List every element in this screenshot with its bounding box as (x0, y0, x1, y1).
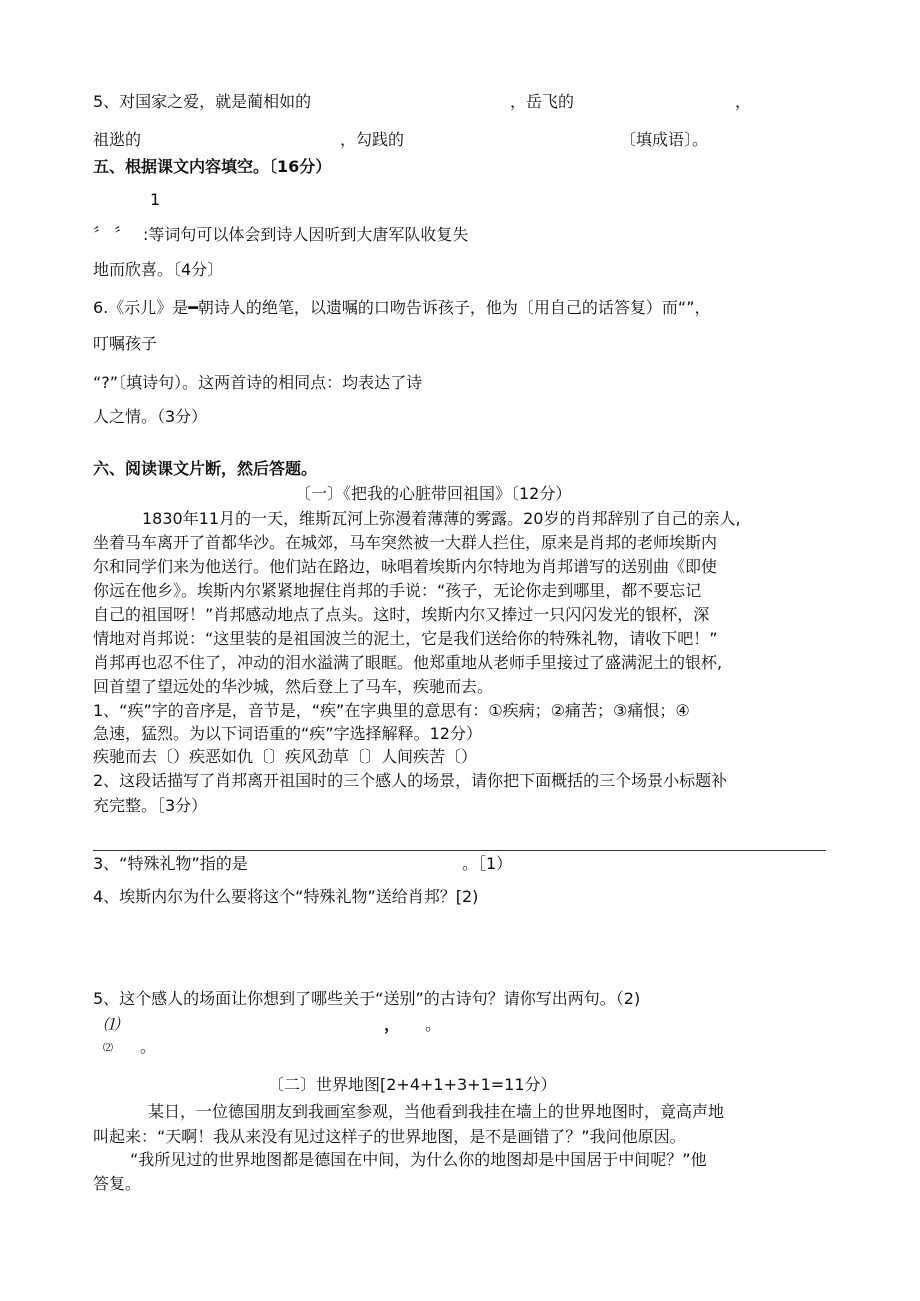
question2-line2: 充完整。［3分） (93, 796, 208, 815)
question5-blank2-label: ⑵ (103, 1043, 113, 1054)
question2-line1: 2、这段话描写了肖邦离开祖国时的三个感人的场景，请你把下面概括的三个场景小标题补 (93, 771, 728, 790)
passage1-title: 〔一〕《把我的心脏带回祖国》〔12分） (295, 484, 572, 503)
section5-line3: 6.《示儿》是━朝诗人的绝笔，以遗嘱的口吻告诉孩子，他为〔用自己的话答复）而“”， (93, 298, 711, 317)
question5-blank1-comma: ， (384, 1015, 401, 1034)
passage1-line: 你远在他乡》。埃斯内尔紧紧地握住肖邦的手说：“孩子，无论你走到哪里，都不要忘记 (93, 581, 702, 600)
passage1-line: 肖邦再也忍不住了，冲动的泪水溢满了眼眶。他郑重地从老师手里接过了盛满泥土的银杯, (93, 653, 723, 672)
q5-text-c: ， (735, 92, 752, 111)
section5-line6: 人之情。（3分） (93, 407, 208, 426)
section5-line4: 叮嘱孩子 (93, 334, 158, 353)
passage1-line: 自己的祖国呀！”肖邦感动地点了点头。这时，埃斯内尔又捧过一只闪闪发光的银杯，深 (93, 605, 710, 624)
passage2-line: 答复。 (93, 1174, 142, 1193)
passage2-title: 〔二〕世界地图[2+4+1+3+1=11分） (268, 1075, 557, 1094)
section5-line1: :等词句可以体会到诗人因听到大唐军队收复失 (143, 225, 469, 244)
section5-line5: “?”〔填诗句）。这两首诗的相同点：均表达了诗 (93, 373, 423, 392)
passage1-line: 坐着马车离开了首都华沙。在城郊，马车突然被一大群人拦住，原来是肖邦的老师埃斯内 (93, 533, 718, 552)
question1-line3: 疾驰而去〔）疾恶如仇〔〕疾风劲草〔〕人间疾苦〔） (93, 747, 478, 766)
passage1-line: 回首望了望远处的华沙城，然后登上了马车，疾驰而去。 (93, 677, 494, 696)
q5-text-d: 祖逖的 (93, 130, 142, 149)
question3-text: 3、“特殊礼物”指的是 (93, 854, 248, 873)
section5-title: 五、根据课文内容填空。〔16分） (93, 157, 332, 176)
question1-line1: 1、“疾”字的音序是，音节是，“疾”在字典里的意思有：①疾病；②痛苦；③痛恨；④ (93, 701, 690, 720)
q5-text-f: 〔填成语〕。 (620, 130, 709, 149)
passage1-line: 情地对肖邦说：“这里装的是祖国波兰的泥土，它是我们送给你的特殊礼物，请收下吧！” (93, 629, 718, 648)
section5-item-number: 1 (150, 190, 161, 209)
answer-rule (93, 850, 826, 851)
section6-title: 六、阅读课文片断，然后答题。 (93, 459, 318, 478)
passage2-line: “我所见过的世界地图都是德国在中间，为什么你的地图却是中国居于中间呢？”他 (130, 1150, 707, 1169)
question3-score: 。［1） (462, 854, 513, 873)
question4-text: 4、埃斯内尔为什么要将这个“特殊礼物”送给肖邦？[2) (93, 887, 479, 906)
question1-line2: 急速，猛烈。为以下词语重的“疾”字选择解释。12分） (93, 724, 482, 743)
question5-blank2-period: 。 (140, 1037, 157, 1056)
q5-text-b: ，岳飞的 (510, 92, 575, 111)
question5-text: 5、这个感人的场面让你想到了哪些关于“送别”的古诗句？请你写出两句。（2) (93, 989, 641, 1008)
section5-quote-marks: 〞 〞 (93, 225, 131, 244)
passage1-line: 尔和同学们来为他送行。他们站在路边，咏唱着埃斯内尔特地为肖邦谱写的送别曲《即使 (93, 557, 718, 576)
passage2-line: 叫起来：“天啊！我从来没有见过这样子的世界地图，是不是画错了？”我问他原因。 (93, 1127, 686, 1146)
passage1-line: 1830年11月的一天，维斯瓦河上弥漫着薄薄的雾露。20岁的肖邦辞别了自己的亲人, (142, 509, 741, 528)
question5-blank1-label: ⑴ (103, 1015, 120, 1034)
section5-line2: 地而欣喜。〔4分〕 (93, 260, 224, 279)
question5-blank1-period: 。 (425, 1015, 442, 1034)
q5-text-e: ，勾践的 (340, 130, 405, 149)
q5-text-a: 5、对国家之爱，就是蔺相如的 (93, 92, 312, 111)
passage2-line: 某日，一位德国朋友到我画室参观，当他看到我挂在墙上的世界地图时，竟高声地 (148, 1102, 725, 1121)
